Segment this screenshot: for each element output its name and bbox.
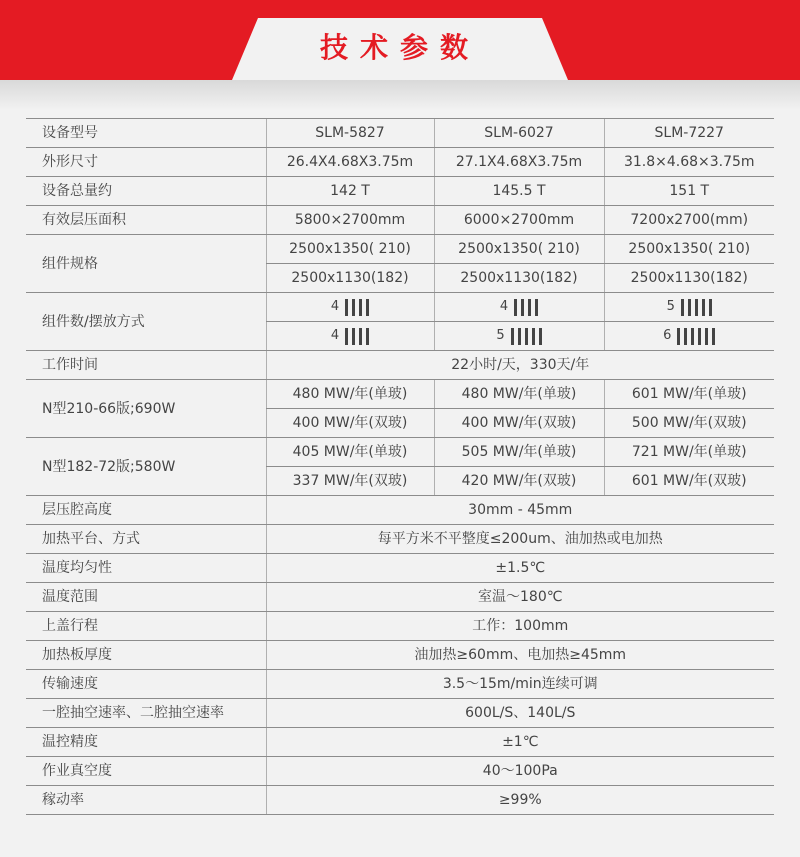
module-bar-mark — [702, 299, 705, 316]
table-row — [26, 554, 774, 583]
table-row — [26, 177, 774, 206]
cell-value: 500 MW/年(双玻) — [604, 409, 774, 438]
module-bar-mark — [345, 328, 348, 345]
cell-value: 420 MW/年(双玻) — [434, 467, 604, 496]
module-bar-mark — [366, 299, 369, 316]
cell-value: 505 MW/年(单玻) — [434, 438, 604, 467]
cell-value: 721 MW/年(单玻) — [604, 438, 774, 467]
module-bar-mark — [521, 299, 524, 316]
cell-value: ≥99% — [266, 786, 774, 815]
module-count-bars — [663, 322, 715, 350]
module-bar-mark — [709, 299, 712, 316]
cell-value: 30mm - 45mm — [266, 496, 774, 525]
cell-value: 2500x1350( 210) — [604, 235, 774, 264]
cell-value: 2500x1350( 210) — [434, 235, 604, 264]
cell-value: ±1℃ — [266, 728, 774, 757]
cell-value: ±1.5℃ — [266, 554, 774, 583]
module-count-number: 4 — [330, 299, 340, 314]
module-bar-mark — [698, 328, 701, 345]
module-bar-mark — [539, 328, 542, 345]
row-label: 加热平台、方式 — [26, 525, 266, 554]
table-row — [26, 670, 774, 699]
table-row — [26, 728, 774, 757]
row-label: 传输速度 — [26, 670, 266, 699]
cell-value: 2500x1130(182) — [434, 264, 604, 293]
module-bar-mark — [525, 328, 528, 345]
cell-value: 2500x1130(182) — [266, 264, 434, 293]
cell-value: 27.1X4.68X3.75m — [434, 148, 604, 177]
module-bar-mark — [712, 328, 715, 345]
cell-value: 每平方米不平整度≤200um、油加热或电加热 — [266, 525, 774, 554]
table-row — [26, 612, 774, 641]
row-label: 组件数/摆放方式 — [26, 293, 266, 351]
module-bar-mark — [366, 328, 369, 345]
module-count-number: 5 — [666, 299, 675, 314]
cell-value: 2500x1350( 210) — [266, 235, 434, 264]
model-name: SLM-5827 — [266, 119, 434, 148]
table-row — [26, 119, 774, 148]
cell-value: 7200x2700(mm) — [604, 206, 774, 235]
cell-value: 40～100Pa — [266, 757, 774, 786]
table-row — [26, 699, 774, 728]
module-count-bars — [500, 293, 538, 321]
table-row — [26, 438, 774, 467]
module-count-bars — [331, 293, 369, 321]
module-bar-mark — [511, 328, 514, 345]
cell-value: 145.5 T — [434, 177, 604, 206]
row-label: 温度范围 — [26, 583, 266, 612]
table-row — [26, 496, 774, 525]
cell-value: 3.5～15m/min连续可调 — [266, 670, 774, 699]
row-label: 层压腔高度 — [26, 496, 266, 525]
row-label: 加热板厚度 — [26, 641, 266, 670]
table-row — [26, 293, 774, 322]
module-bar-mark — [359, 328, 362, 345]
cell-value: 26.4X4.68X3.75m — [266, 148, 434, 177]
module-count-bars — [667, 293, 712, 321]
module-count-bars — [331, 322, 369, 350]
module-count-number: 4 — [330, 328, 340, 343]
module-count-number: 5 — [496, 328, 505, 343]
cell-value: 601 MW/年(单玻) — [604, 380, 774, 409]
module-bar-mark — [691, 328, 694, 345]
cell-value: 480 MW/年(单玻) — [434, 380, 604, 409]
table-row — [26, 786, 774, 815]
module-bar-mark — [352, 328, 355, 345]
row-label: 作业真空度 — [26, 757, 266, 786]
module-bar-mark — [514, 299, 517, 316]
module-bar-mark — [705, 328, 708, 345]
row-label: 温度均匀性 — [26, 554, 266, 583]
cell-value: 405 MW/年(单玻) — [266, 438, 434, 467]
table-row — [26, 757, 774, 786]
table-row — [26, 641, 774, 670]
header-shadow-band — [0, 80, 800, 110]
spec-table — [26, 118, 774, 815]
cell-value: 31.8×4.68×3.75m — [604, 148, 774, 177]
cell-value: 151 T — [604, 177, 774, 206]
module-count-bars — [496, 322, 541, 350]
module-count-number: 6 — [663, 328, 672, 343]
row-label: 上盖行程 — [26, 612, 266, 641]
module-bar-mark — [695, 299, 698, 316]
table-row — [26, 235, 774, 264]
module-bar-mark — [677, 328, 680, 345]
module-bar-mark — [359, 299, 362, 316]
row-label: 组件规格 — [26, 235, 266, 293]
row-label: 有效层压面积 — [26, 206, 266, 235]
row-label: 一腔抽空速率、二腔抽空速率 — [26, 699, 266, 728]
module-bar-mark — [518, 328, 521, 345]
module-bar-mark — [352, 299, 355, 316]
cell-value: 601 MW/年(双玻) — [604, 467, 774, 496]
cell-value: 2500x1130(182) — [604, 264, 774, 293]
module-bar-mark — [681, 299, 684, 316]
cell-value: 6000×2700mm — [434, 206, 604, 235]
table-row — [26, 583, 774, 612]
module-bar-mark — [688, 299, 691, 316]
row-label: N型210-66版;690W — [26, 380, 266, 438]
row-label: 温控精度 — [26, 728, 266, 757]
cell-value: 400 MW/年(双玻) — [266, 409, 434, 438]
model-name: SLM-7227 — [604, 119, 774, 148]
table-row — [26, 380, 774, 409]
row-label: 工作时间 — [26, 351, 266, 380]
cell-value: 22小时/天，330天/年 — [266, 351, 774, 380]
module-count-number: 4 — [499, 299, 509, 314]
row-label: N型182-72版;580W — [26, 438, 266, 496]
module-bar-mark — [684, 328, 687, 345]
cell-value: 工作：100mm — [266, 612, 774, 641]
cell-value: 337 MW/年(双玻) — [266, 467, 434, 496]
page-title: 技术参数 — [319, 31, 480, 64]
cell-value: 400 MW/年(双玻) — [434, 409, 604, 438]
table-row — [26, 525, 774, 554]
module-bar-mark — [532, 328, 535, 345]
table-row — [26, 351, 774, 380]
row-label: 稼动率 — [26, 786, 266, 815]
module-bar-mark — [345, 299, 348, 316]
cell-value: 142 T — [266, 177, 434, 206]
module-bar-mark — [528, 299, 531, 316]
row-label: 外形尺寸 — [26, 148, 266, 177]
model-name: SLM-6027 — [434, 119, 604, 148]
row-label: 设备型号 — [26, 119, 266, 148]
module-bar-mark — [535, 299, 538, 316]
table-row — [26, 206, 774, 235]
row-label: 设备总量约 — [26, 177, 266, 206]
cell-value: 600L/S、140L/S — [266, 699, 774, 728]
cell-value: 5800×2700mm — [266, 206, 434, 235]
cell-value: 480 MW/年(单玻) — [266, 380, 434, 409]
cell-value: 油加热≥60mm、电加热≥45mm — [266, 641, 774, 670]
cell-value: 室温～180℃ — [266, 583, 774, 612]
table-row — [26, 148, 774, 177]
